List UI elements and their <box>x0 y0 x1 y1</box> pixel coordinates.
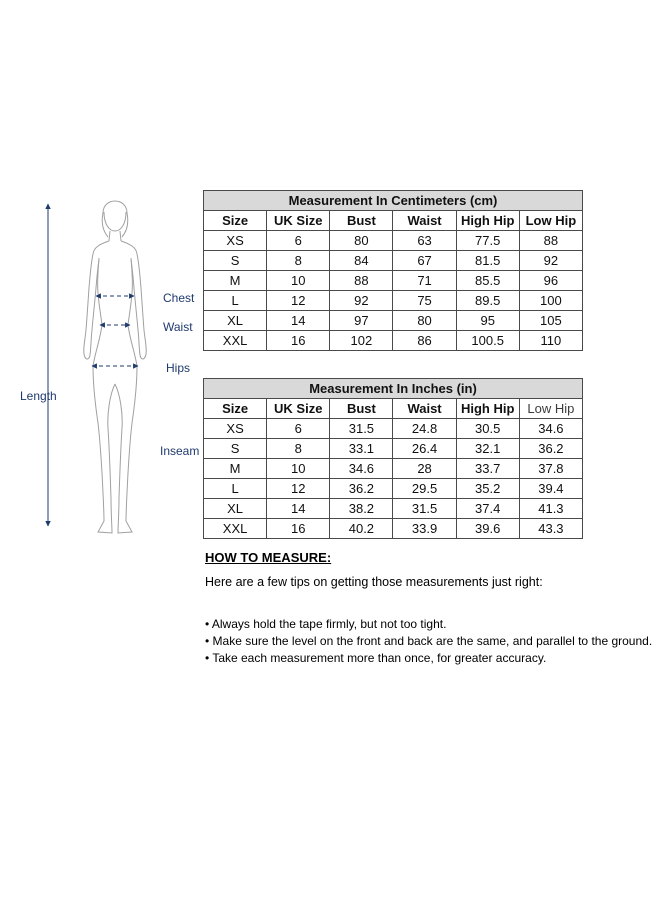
table-cell: 12 <box>267 291 330 311</box>
table-cell: 10 <box>267 459 330 479</box>
table-cell: 6 <box>267 231 330 251</box>
table-cell: 100 <box>519 291 582 311</box>
table-cell: 40.2 <box>330 519 393 539</box>
table-cell: 16 <box>267 519 330 539</box>
column-header-uk-size: UK Size <box>267 399 330 419</box>
table-header-row <box>204 211 583 231</box>
column-header-bust: Bust <box>330 399 393 419</box>
inseam-label: Inseam <box>160 444 200 458</box>
table-cell: 26.4 <box>393 439 456 459</box>
table-cell: 110 <box>519 331 582 351</box>
table-cell: 12 <box>267 479 330 499</box>
table-cell: 8 <box>267 251 330 271</box>
waist-label: Waist <box>163 320 193 334</box>
size-row-xs <box>204 419 583 439</box>
table-cell: L <box>204 479 267 499</box>
how-to-measure-intro: Here are a few tips on getting those measurements just right: <box>205 575 543 589</box>
table-cell: 14 <box>267 499 330 519</box>
measure-tip: • Always hold the tape firmly, but not too tight. <box>205 616 655 633</box>
table-cell: 14 <box>267 311 330 331</box>
table-title-row <box>204 379 583 399</box>
column-header-bust: Bust <box>330 211 393 231</box>
table-cell: XXL <box>204 331 267 351</box>
table-cell: 16 <box>267 331 330 351</box>
table-cell: 89.5 <box>456 291 519 311</box>
table-cell: 10 <box>267 271 330 291</box>
column-header-high-hip: High Hip <box>456 211 519 231</box>
table-cell: XS <box>204 231 267 251</box>
table-cell: 35.2 <box>456 479 519 499</box>
table-header-row <box>204 399 583 419</box>
table-cell: 81.5 <box>456 251 519 271</box>
table-cell: 80 <box>330 231 393 251</box>
column-header-size: Size <box>204 211 267 231</box>
table-cell: 39.6 <box>456 519 519 539</box>
column-header-low-hip: Low Hip <box>519 399 582 419</box>
figure-outline <box>84 201 147 533</box>
table-cell: 31.5 <box>393 499 456 519</box>
table-cell: 24.8 <box>393 419 456 439</box>
table-cell: XXL <box>204 519 267 539</box>
table-cell: 32.1 <box>456 439 519 459</box>
column-header-size: Size <box>204 399 267 419</box>
column-header-low-hip: Low Hip <box>519 211 582 231</box>
table-cell: 88 <box>519 231 582 251</box>
size-row-xs <box>204 231 583 251</box>
table-cell: 97 <box>330 311 393 331</box>
size-row-l <box>204 291 583 311</box>
table-cell: 95 <box>456 311 519 331</box>
table-cell: 102 <box>330 331 393 351</box>
size-row-l <box>204 479 583 499</box>
table-body <box>204 419 583 539</box>
table-cell: 41.3 <box>519 499 582 519</box>
table-cell: M <box>204 271 267 291</box>
table-cell: 96 <box>519 271 582 291</box>
inches-measurements-table <box>203 378 583 539</box>
size-row-s <box>204 439 583 459</box>
size-row-xl <box>204 499 583 519</box>
table-cell: 28 <box>393 459 456 479</box>
table-cell: 43.3 <box>519 519 582 539</box>
table-cell: S <box>204 439 267 459</box>
chest-label: Chest <box>163 291 195 305</box>
table-cell: 38.2 <box>330 499 393 519</box>
table-cell: 6 <box>267 419 330 439</box>
table-cell: XL <box>204 499 267 519</box>
measure-tip: • Take each measurement more than once, for greater accuracy. <box>205 650 655 667</box>
hips-label: Hips <box>166 361 191 375</box>
table-cell: 34.6 <box>519 419 582 439</box>
measure-tip: • Make sure the level on the front and back are the same, and parallel to the ground. <box>205 633 655 650</box>
size-row-s <box>204 251 583 271</box>
table-cell: 100.5 <box>456 331 519 351</box>
table-body <box>204 231 583 351</box>
table-cell: 33.7 <box>456 459 519 479</box>
table-cell: 92 <box>519 251 582 271</box>
table-cell: 85.5 <box>456 271 519 291</box>
column-header-waist: Waist <box>393 399 456 419</box>
length-label: Length <box>20 389 57 403</box>
table-cell: 86 <box>393 331 456 351</box>
table-cell: 92 <box>330 291 393 311</box>
size-row-m <box>204 271 583 291</box>
table-cell: 67 <box>393 251 456 271</box>
table-cell: 77.5 <box>456 231 519 251</box>
how-to-measure-section <box>205 550 655 667</box>
table-title-row <box>204 191 583 211</box>
table-cell: XL <box>204 311 267 331</box>
table-cell: 37.4 <box>456 499 519 519</box>
table-cell: 29.5 <box>393 479 456 499</box>
table-cell: 84 <box>330 251 393 271</box>
body-measurement-diagram <box>0 188 205 553</box>
table-cell: 33.1 <box>330 439 393 459</box>
size-row-xl <box>204 311 583 331</box>
column-header-high-hip: High Hip <box>456 399 519 419</box>
table-cell: L <box>204 291 267 311</box>
table-cell: 105 <box>519 311 582 331</box>
table-title: Measurement In Inches (in) <box>204 379 583 399</box>
table-cell: 34.6 <box>330 459 393 479</box>
table-cell: 8 <box>267 439 330 459</box>
table-cell: 88 <box>330 271 393 291</box>
measure-tips-list <box>205 616 655 667</box>
table-cell: 30.5 <box>456 419 519 439</box>
column-header-waist: Waist <box>393 211 456 231</box>
table-cell: 75 <box>393 291 456 311</box>
size-row-xxl <box>204 519 583 539</box>
table-cell: M <box>204 459 267 479</box>
table-cell: 36.2 <box>330 479 393 499</box>
table-cell: 33.9 <box>393 519 456 539</box>
table-cell: 31.5 <box>330 419 393 439</box>
table-cell: 63 <box>393 231 456 251</box>
table-title: Measurement In Centimeters (cm) <box>204 191 583 211</box>
cm-measurements-table <box>203 190 583 351</box>
table-cell: S <box>204 251 267 271</box>
table-cell: 71 <box>393 271 456 291</box>
table-cell: 36.2 <box>519 439 582 459</box>
how-to-measure-heading: HOW TO MEASURE: <box>205 550 332 565</box>
size-row-m <box>204 459 583 479</box>
table-cell: XS <box>204 419 267 439</box>
table-cell: 37.8 <box>519 459 582 479</box>
size-row-xxl <box>204 331 583 351</box>
column-header-uk-size: UK Size <box>267 211 330 231</box>
table-cell: 39.4 <box>519 479 582 499</box>
table-cell: 80 <box>393 311 456 331</box>
